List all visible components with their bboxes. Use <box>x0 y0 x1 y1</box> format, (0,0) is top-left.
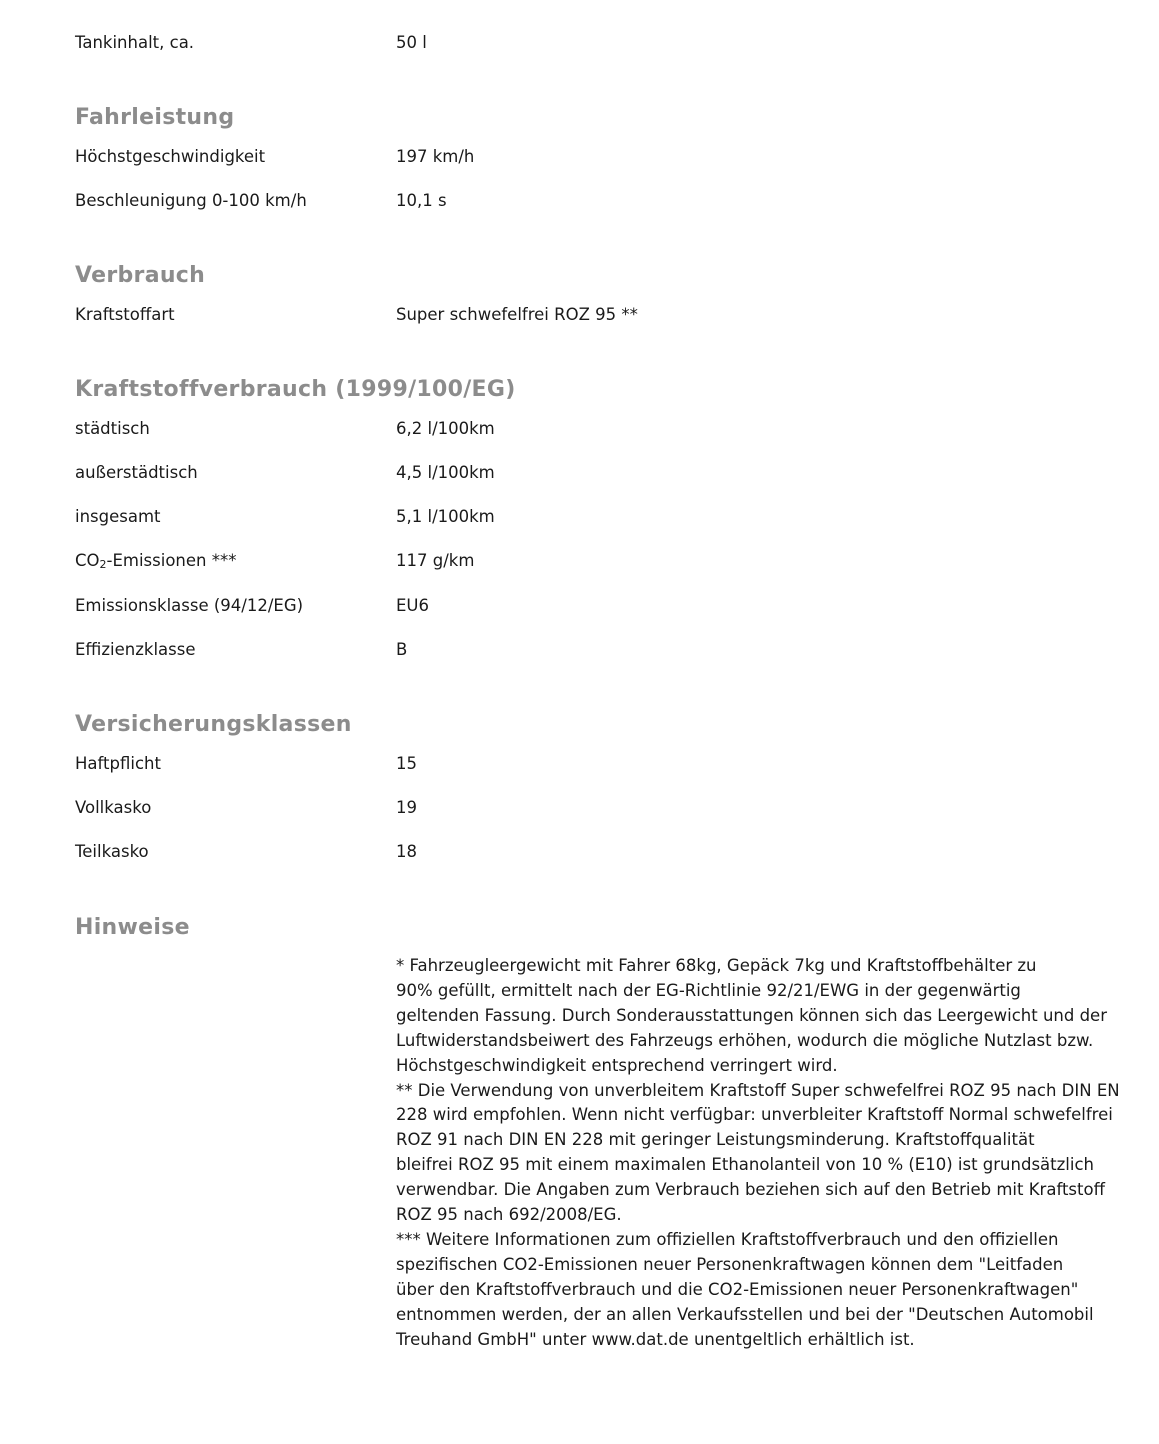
spec-row <box>75 502 1115 532</box>
footnote-line: 228 wird empfohlen. Wenn nicht verfügbar: unverbleiter Kraftstoff Normal schwefelfrei <box>396 1105 1113 1125</box>
footnotes <box>396 954 1120 1353</box>
spec-value: 19 <box>396 798 417 817</box>
co2-subscript: 2 <box>99 558 107 571</box>
spec-value: 197 km/h <box>396 147 475 166</box>
spec-label: Beschleunigung 0-100 km/h <box>75 191 307 210</box>
footnote-line: geltenden Fassung. Durch Sonderausstattungen können sich das Leergewicht und der <box>396 1005 1107 1025</box>
spec-label: Teilkasko <box>75 842 149 861</box>
footnote-line: Höchstgeschwindigkeit entsprechend verringert wird. <box>396 1055 838 1075</box>
footnote-line: Luftwiderstandsbeiwert des Fahrzeugs erhöhen, wodurch die mögliche Nutzlast bzw. <box>396 1030 1094 1050</box>
footnote-line: ROZ 91 nach DIN EN 228 mit geringer Leistungsminderung. Kraftstoffqualität <box>396 1130 1035 1150</box>
spec-value: 50 l <box>396 33 427 52</box>
footnote-line: * Fahrzeugleergewicht mit Fahrer 68kg, Gepäck 7kg und Kraftstoffbehälter zu <box>396 956 1037 975</box>
spec-label: Emissionsklasse (94/12/EG) <box>75 596 304 615</box>
spec-value: 6,2 l/100km <box>396 419 495 438</box>
footnote-line: *** Weitere Informationen zum offiziellen Kraftstoffverbrauch und den offiziellen <box>396 1229 1059 1249</box>
spec-row <box>75 186 1115 216</box>
footnote-line: ROZ 95 nach 692/2008/EG. <box>396 1205 622 1225</box>
footnote-line: spezifischen CO2-Emissionen neuer Personenkraftwagen können dem "Leitfaden <box>396 1254 1064 1274</box>
spec-label: Höchstgeschwindigkeit <box>75 147 266 166</box>
spec-row <box>75 837 1115 867</box>
spec-row <box>75 749 1115 779</box>
spec-label: außerstädtisch <box>75 463 198 482</box>
section-heading-versicherung: Versicherungsklassen <box>75 712 352 737</box>
footnote-line: entnommen werden, der an allen Verkaufsstellen und bei der "Deutschen Automobil <box>396 1304 1094 1324</box>
section-heading-fahrleistung: Fahrleistung <box>75 105 235 130</box>
spec-label <box>75 546 237 580</box>
spec-row <box>75 458 1115 488</box>
footnote-line: verwendbar. Die Angaben zum Verbrauch beziehen sich auf den Betrieb mit Kraftstoff <box>396 1180 1105 1200</box>
spec-label: Effizienzklasse <box>75 640 196 659</box>
footnote-line: Treuhand GmbH" unter www.dat.de unentgeltlich erhältlich ist. <box>396 1329 915 1349</box>
spec-label: Kraftstoffart <box>75 305 175 324</box>
spec-row-co2 <box>75 546 1115 576</box>
footnote-line: 90% gefüllt, ermittelt nach der EG-Richtlinie 92/21/EWG in der gegenwärtig <box>396 980 1021 1000</box>
footnote-line: über den Kraftstoffverbrauch und die CO2-Emissionen neuer Personenkraftwagen" <box>396 1279 1079 1299</box>
spec-row <box>75 300 1115 330</box>
spec-row <box>75 414 1115 444</box>
spec-value: 4,5 l/100km <box>396 463 495 482</box>
spec-value: 5,1 l/100km <box>396 507 495 526</box>
footnote-line: bleifrei ROZ 95 mit einem maximalen Ethanolanteil von 10 % (E10) ist grundsätzlich <box>396 1155 1094 1175</box>
section-heading-verbrauch: Verbrauch <box>75 263 206 288</box>
spec-value: 15 <box>396 754 417 773</box>
section-heading-hinweise: Hinweise <box>75 915 190 940</box>
spec-row <box>75 793 1115 823</box>
spec-value: 10,1 s <box>396 191 447 210</box>
spec-label: städtisch <box>75 419 150 438</box>
spec-label: insgesamt <box>75 507 161 526</box>
spec-row-tank <box>75 28 1115 58</box>
section-heading-kraftstoffverbrauch: Kraftstoffverbrauch (1999/100/EG) <box>75 377 516 402</box>
spec-value: Super schwefelfrei ROZ 95 ** <box>396 305 638 324</box>
co2-prefix: CO <box>75 551 100 570</box>
spec-value: 117 g/km <box>396 551 475 570</box>
footnote-line: ** Die Verwendung von unverbleitem Kraftstoff Super schwefelfrei ROZ 95 nach DIN EN <box>396 1080 1120 1100</box>
spec-row <box>75 635 1115 665</box>
spec-label: Tankinhalt, ca. <box>75 33 195 52</box>
spec-value: EU6 <box>396 596 429 615</box>
spec-label: Vollkasko <box>75 798 152 817</box>
co2-suffix: -Emissionen *** <box>106 551 237 570</box>
spec-value: B <box>396 640 408 659</box>
spec-row <box>75 591 1115 621</box>
spec-label: Haftpflicht <box>75 754 161 773</box>
spec-row <box>75 142 1115 172</box>
spec-value: 18 <box>396 842 417 861</box>
